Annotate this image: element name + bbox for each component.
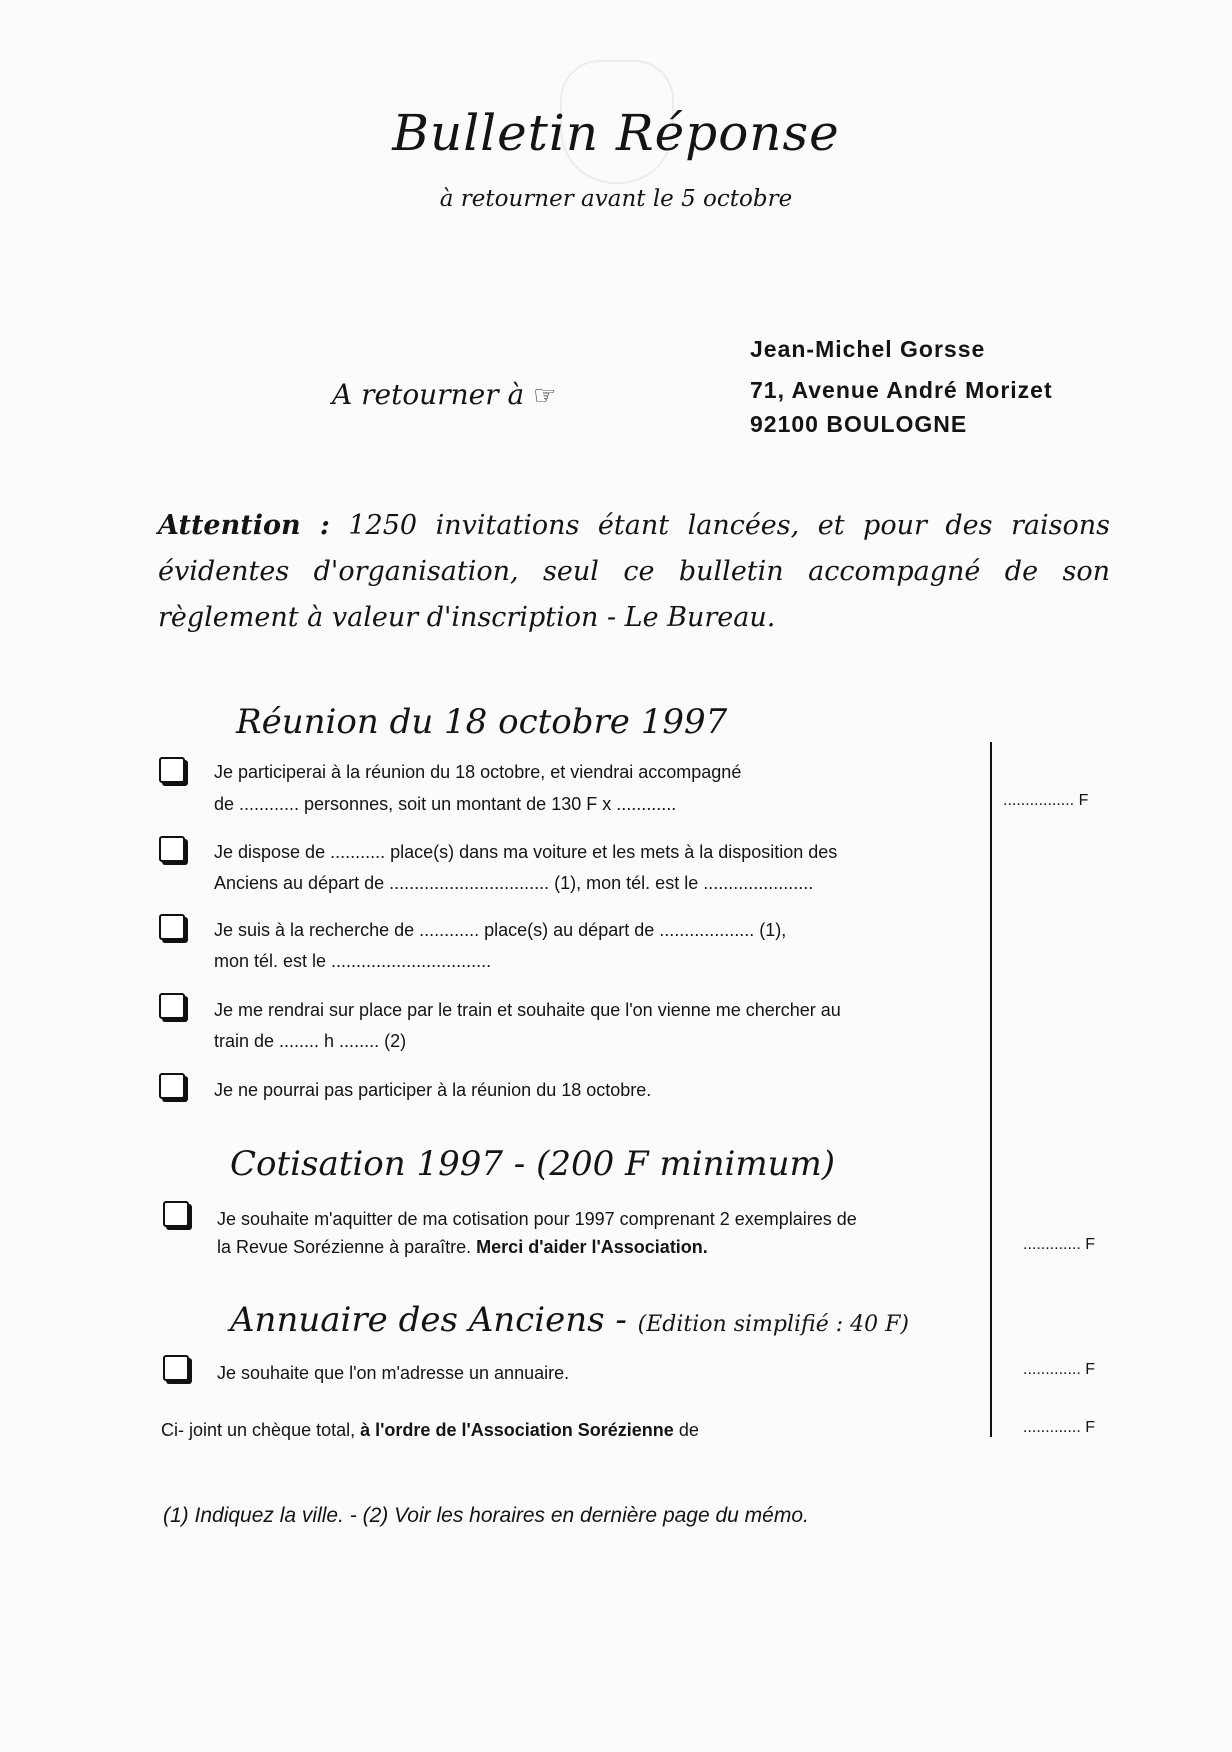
recipient-name: Jean-Michel Gorsse bbox=[750, 336, 986, 362]
offer-seats-line2: Anciens au départ de ................................ (1), mon tél. est le ...................... bbox=[214, 873, 814, 893]
attention-text: 1250 invitations étant lancées, et pour des raisons évidentes d'organisation, seul ce bulletin accompagné de son règlement à valeur d'inscription - Le Bureau. bbox=[158, 510, 1110, 633]
offer-seats-line1: Je dispose de ........... place(s) dans ma voiture et les mets à la disposition des bbox=[214, 842, 838, 862]
train-line2: train de ........ h ........ (2) bbox=[214, 1031, 407, 1051]
attention-notice bbox=[158, 503, 1110, 641]
cotisation-line2: la Revue Sorézienne à paraître. Merci d'aider l'Association. bbox=[217, 1237, 708, 1257]
cotisation-amount[interactable]: ............. F bbox=[1023, 1236, 1096, 1253]
participate-line2: de ............ personnes, soit un montant de 130 F x ............ bbox=[214, 794, 677, 814]
annuaire-amount[interactable]: ............. F bbox=[1023, 1361, 1096, 1378]
pointing-hand-icon: ☞ bbox=[533, 381, 557, 411]
participate-line1: Je participerai à la réunion du 18 octobre, et viendrai accompagné bbox=[214, 762, 742, 782]
cotisation-checkbox[interactable] bbox=[163, 1201, 189, 1227]
offer-seats-checkbox[interactable] bbox=[159, 836, 185, 862]
reunion-heading: Réunion du 18 octobre 1997 bbox=[236, 702, 728, 742]
annuaire-price-note: (Edition simplifié : 40 F) bbox=[637, 1312, 909, 1337]
cheque-payee: à l'ordre de l'Association Sorézienne bbox=[360, 1420, 674, 1440]
annuaire-checkbox[interactable] bbox=[163, 1355, 189, 1381]
cotisation-thanks: Merci d'aider l'Association. bbox=[476, 1237, 708, 1257]
cotisation-heading: Cotisation 1997 - (200 F minimum) bbox=[230, 1144, 835, 1184]
page-title: Bulletin Réponse bbox=[392, 104, 840, 162]
seek-seats-line2: mon tél. est le ................................ bbox=[214, 951, 492, 971]
train-line1: Je me rendrai sur place par le train et souhaite que l'on vienne me chercher au bbox=[214, 1000, 841, 1020]
recipient-street: 71, Avenue André Morizet bbox=[750, 377, 1053, 403]
decline-line1: Je ne pourrai pas participer à la réunion du 18 octobre. bbox=[214, 1080, 652, 1100]
annuaire-line1: Je souhaite que l'on m'adresse un annuaire. bbox=[217, 1363, 570, 1383]
train-checkbox[interactable] bbox=[159, 993, 185, 1019]
recipient-city: 92100 BOULOGNE bbox=[750, 411, 968, 437]
cheque-line: Ci- joint un chèque total, à l'ordre de l'Association Sorézienne de bbox=[161, 1420, 699, 1440]
cotisation-line1: Je souhaite m'aquitter de ma cotisation pour 1997 comprenant 2 exemplaires de bbox=[217, 1209, 857, 1229]
annuaire-heading: Annuaire des Anciens - (Edition simplifié : 40 F) bbox=[230, 1300, 909, 1340]
return-to-label: A retourner à ☞ bbox=[332, 378, 557, 411]
return-deadline: à retourner avant le 5 octobre bbox=[439, 186, 793, 212]
decline-checkbox[interactable] bbox=[159, 1073, 185, 1099]
attention-label: Attention : bbox=[158, 510, 330, 541]
participate-amount[interactable]: ................ F bbox=[1003, 792, 1089, 809]
participate-checkbox[interactable] bbox=[159, 757, 185, 783]
cheque-amount[interactable]: ............. F bbox=[1023, 1419, 1096, 1436]
amount-column-divider bbox=[990, 742, 992, 1437]
seek-seats-line1: Je suis à la recherche de ............ place(s) au départ de ................... (1), bbox=[214, 920, 787, 940]
seek-seats-checkbox[interactable] bbox=[159, 914, 185, 940]
footnote: (1) Indiquez la ville. - (2) Voir les horaires en dernière page du mémo. bbox=[163, 1504, 809, 1527]
